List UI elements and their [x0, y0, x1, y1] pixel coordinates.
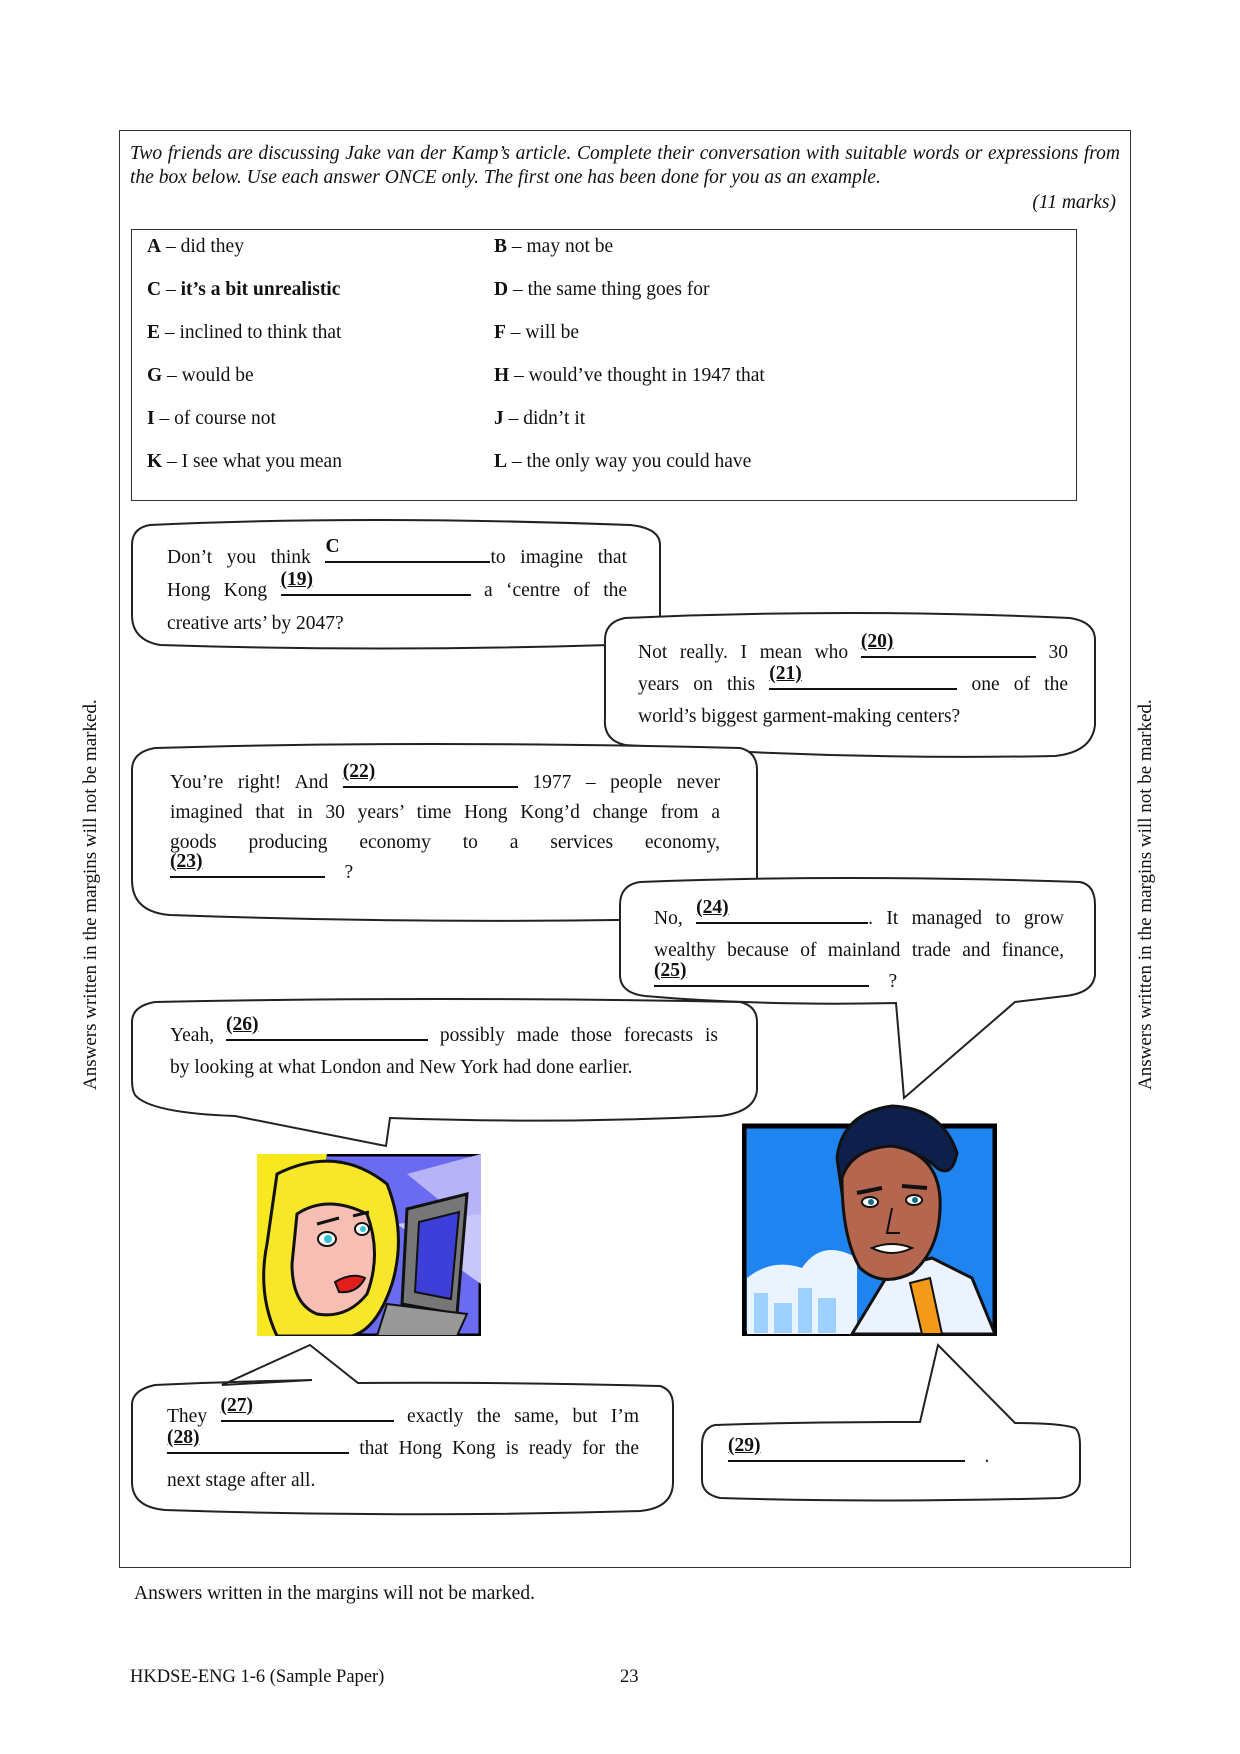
- option-e: E – inclined to think that: [147, 322, 342, 343]
- bubble-3-line-2: imagined that in 30 years’ time Hong Kong’d change from a: [170, 802, 720, 823]
- option-g: G – would be: [147, 365, 254, 386]
- option-i: I – of course not: [147, 408, 276, 429]
- blank-27[interactable]: (27): [221, 1400, 394, 1422]
- blank-22[interactable]: (22): [343, 766, 518, 788]
- bubble-2-line-1: Not really. I mean who (20) 30: [638, 631, 1068, 663]
- blank-21[interactable]: (21): [769, 668, 957, 690]
- option-b: B – may not be: [494, 236, 614, 257]
- blank-26[interactable]: (26): [226, 1019, 428, 1041]
- option-d: D – the same thing goes for: [494, 279, 710, 300]
- option-f: F – will be: [494, 322, 580, 343]
- blank-28[interactable]: (28): [167, 1432, 349, 1454]
- man-clipart: [742, 1098, 997, 1336]
- option-c: C – it’s a bit unrealistic: [147, 279, 341, 300]
- woman-clipart: [257, 1154, 481, 1336]
- bubble-4-line-1: No, (24) . It managed to grow: [654, 897, 1064, 929]
- paper-code: HKDSE-ENG 1-6 (Sample Paper): [130, 1667, 385, 1687]
- bubble-4-line-3: (25) ?: [654, 960, 898, 992]
- option-l: L – the only way you could have: [494, 451, 752, 472]
- option-h: H – would’ve thought in 1947 that: [494, 365, 765, 386]
- option-j: J – didn’t it: [494, 408, 586, 429]
- option-k: K – I see what you mean: [147, 451, 342, 472]
- bubble-6-line-2: (28) that Hong Kong is ready for the: [167, 1427, 640, 1459]
- margin-note-bottom: Answers written in the margins will not be marked.: [134, 1583, 535, 1604]
- bubble-3-line-4: (23) ?: [170, 851, 354, 883]
- blank-24[interactable]: (24): [696, 902, 868, 924]
- bubble-3-line-3: goods producing economy to a services economy,: [170, 832, 720, 853]
- bubble-4-line-2: wealthy because of mainland trade and finance,: [654, 940, 1064, 961]
- bubble-1-line-3: creative arts’ by 2047?: [167, 613, 344, 634]
- blank-19[interactable]: (19): [281, 574, 471, 596]
- blank-25[interactable]: (25): [654, 965, 869, 987]
- page-number: 23: [620, 1667, 639, 1687]
- blank-23[interactable]: (23): [170, 856, 325, 878]
- example-answer-blank: C: [325, 541, 490, 563]
- bubble-2-line-3: world’s biggest garment-making centers?: [638, 706, 961, 727]
- bubble-6-line-3: next stage after all.: [167, 1470, 316, 1491]
- bubble-3-line-1: You’re right! And (22) 1977 – people never: [170, 761, 721, 793]
- bubble-5-line-2: by looking at what London and New York had done earlier.: [170, 1057, 633, 1078]
- bubble-2-line-2: years on this (21) one of the: [638, 663, 1068, 695]
- bubble-6-line-1: They (27) exactly the same, but I’m: [167, 1395, 640, 1427]
- left-margin-note: Answers written in the margins will not be marked.: [80, 699, 101, 1090]
- marks: (11 marks): [1032, 192, 1116, 213]
- bubble-5-line-1: Yeah, (26) possibly made those forecasts is: [170, 1014, 719, 1046]
- blank-20[interactable]: (20): [861, 636, 1036, 658]
- option-a: A – did they: [147, 236, 244, 257]
- blank-29[interactable]: (29): [728, 1440, 965, 1462]
- instructions: Two friends are discussing Jake van der Kamp’s article. Complete their conversation with suitable words or expressions from the box below. Use each answer ONCE only. The first one has been done for you as an example.: [130, 143, 1120, 188]
- bubble-1-line-2: Hong Kong (19) a ‘centre of the: [167, 569, 628, 601]
- bubble-1-line-1: Don’t you think C to imagine that: [167, 536, 627, 568]
- bubble-7-line-1: (29) .: [728, 1435, 990, 1467]
- right-margin-note: Answers written in the margins will not be marked.: [1135, 699, 1156, 1090]
